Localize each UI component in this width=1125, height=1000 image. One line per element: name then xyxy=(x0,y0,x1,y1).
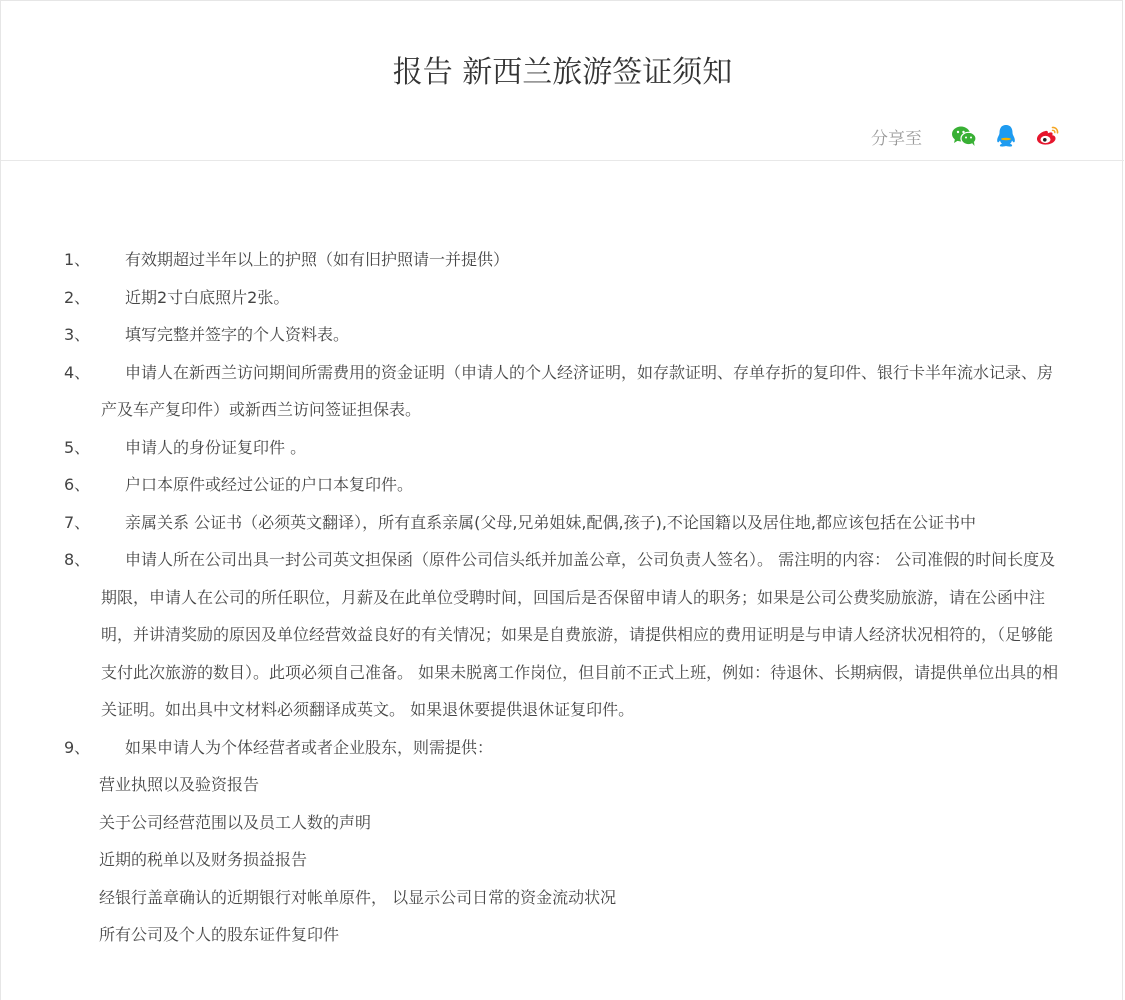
item-text: 填写完整并签字的个人资料表。 xyxy=(125,325,350,344)
item-number: 2、 xyxy=(64,287,91,307)
item-text: 申请人在新西兰访问期间所需费用的资金证明（申请人的个人经济证明，如存款证明、存单存折的复印件、银行卡半年流水记录、房产及车产复印件）或新西兰访问签证担保表。 xyxy=(101,362,1054,419)
item-number: 5、 xyxy=(64,437,91,457)
list-item xyxy=(1,279,1125,317)
sub-item: 营业执照以及验资报告 xyxy=(99,775,260,794)
item-text: 申请人所在公司出具一封公司英文担保函（原件公司信头纸并加盖公章，公司负责人签名）。 需注明的内容： 公司准假的时间长度及期限，申请人在公司的所任职位，月薪及在此单位受聘时间，回国后是否保留申请人的职务；如果是公司公费奖励旅游，请在公函中注明，并讲清奖励的原因及单位经营效益良好的有关情况；如果是自费旅游，请提供相应的费用证明是与申请人经济状况相符的，（足够能支付此次旅游的数目）。此项必须自己准备。 如果未脱离工作岗位，但目前不正式上班，例如：待退休、长期病假，请提供单位出具的相关证明。如出具中文材料必须翻译成英文。 如果退休要提供退休证复印件。 xyxy=(101,550,1059,719)
item-text: 申请人的身份证复印件 。 xyxy=(125,437,307,457)
weibo-icon[interactable] xyxy=(1034,122,1062,150)
qq-icon[interactable] xyxy=(992,122,1020,150)
item-number: 7、 xyxy=(64,512,91,532)
sub-item: 所有公司及个人的股东证件复印件 xyxy=(99,925,340,944)
share-label: 分享至 xyxy=(871,128,922,149)
list-item xyxy=(1,504,1125,542)
list-item xyxy=(1,354,1125,429)
list-item xyxy=(1,241,1125,279)
item-number: 6、 xyxy=(64,475,91,494)
item-text: 如果申请人为个体经营者或者企业股东，则需提供： xyxy=(125,737,494,757)
list-item xyxy=(1,466,1125,504)
sub-item: 近期的税单以及财务损益报告 xyxy=(99,850,308,869)
item-number: 4、 xyxy=(64,362,91,382)
sub-item: 经银行盖章确认的近期银行对帐单原件， 以显示公司日常的资金流动状况 xyxy=(99,887,617,907)
share-bar xyxy=(871,119,1062,153)
item-number: 1、 xyxy=(64,250,91,269)
sub-item: 关于公司经营范围以及员工人数的声明 xyxy=(99,812,372,832)
article-body xyxy=(1,241,1125,954)
page-title: 报告 新西兰旅游签证须知 xyxy=(392,55,733,90)
list-item xyxy=(1,316,1125,354)
item-text: 户口本原件或经过公证的户口本复印件。 xyxy=(125,475,414,494)
article-header xyxy=(1,1,1124,161)
list-item xyxy=(1,541,1125,729)
wechat-icon[interactable] xyxy=(950,122,978,150)
list-item xyxy=(1,729,1125,767)
list-item xyxy=(1,429,1125,467)
item-number: 9、 xyxy=(64,737,91,757)
item-text: 亲属关系 公证书（必须英文翻译），所有直系亲属(父母,兄弟姐妹,配偶,孩子),不论国籍以及居住地,都应该包括在公证书中 xyxy=(125,512,977,532)
item-text: 有效期超过半年以上的护照（如有旧护照请一并提供） xyxy=(125,250,510,269)
item-number: 3、 xyxy=(64,325,91,344)
item-text: 近期2寸白底照片2张。 xyxy=(125,287,290,307)
item-number: 8、 xyxy=(64,550,91,569)
